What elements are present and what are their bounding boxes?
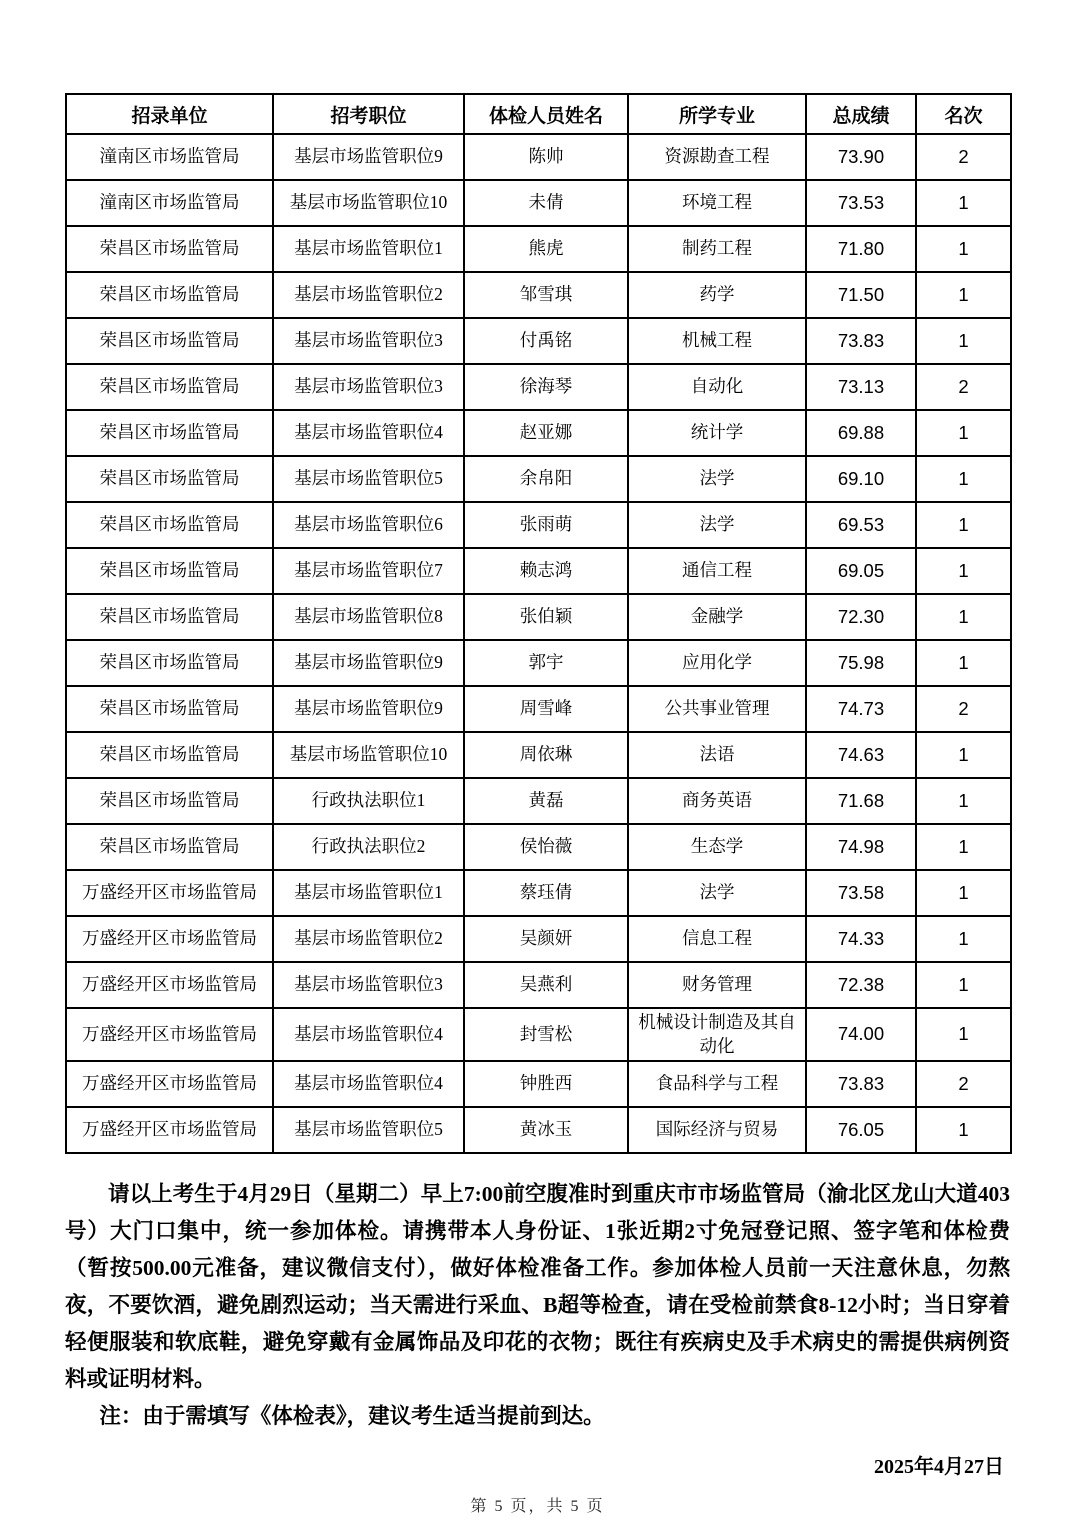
cell-position: 基层市场监管职位7 bbox=[273, 548, 464, 594]
cell-name: 吴燕利 bbox=[464, 962, 628, 1008]
cell-score: 74.63 bbox=[806, 732, 916, 778]
column-header-major: 所学专业 bbox=[628, 94, 806, 134]
cell-unit: 万盛经开区市场监管局 bbox=[66, 1107, 273, 1153]
cell-unit: 荣昌区市场监管局 bbox=[66, 824, 273, 870]
table-row bbox=[66, 824, 1011, 870]
cell-major: 信息工程 bbox=[628, 916, 806, 962]
cell-name: 邹雪琪 bbox=[464, 272, 628, 318]
cell-rank: 1 bbox=[916, 962, 1011, 1008]
cell-rank: 2 bbox=[916, 1061, 1011, 1107]
cell-rank: 1 bbox=[916, 456, 1011, 502]
cell-position: 基层市场监管职位9 bbox=[273, 640, 464, 686]
cell-score: 72.30 bbox=[806, 594, 916, 640]
cell-unit: 潼南区市场监管局 bbox=[66, 180, 273, 226]
cell-name: 周雪峰 bbox=[464, 686, 628, 732]
cell-major: 药学 bbox=[628, 272, 806, 318]
cell-position: 基层市场监管职位9 bbox=[273, 134, 464, 180]
cell-score: 74.00 bbox=[806, 1008, 916, 1061]
cell-score: 73.58 bbox=[806, 870, 916, 916]
cell-major: 法学 bbox=[628, 456, 806, 502]
cell-score: 71.50 bbox=[806, 272, 916, 318]
cell-score: 73.83 bbox=[806, 1061, 916, 1107]
cell-rank: 1 bbox=[916, 180, 1011, 226]
cell-major: 制药工程 bbox=[628, 226, 806, 272]
cell-rank: 1 bbox=[916, 594, 1011, 640]
cell-name: 徐海琴 bbox=[464, 364, 628, 410]
cell-score: 69.88 bbox=[806, 410, 916, 456]
cell-rank: 1 bbox=[916, 226, 1011, 272]
table-row bbox=[66, 364, 1011, 410]
cell-name: 付禹铭 bbox=[464, 318, 628, 364]
cell-name: 熊虎 bbox=[464, 226, 628, 272]
cell-position: 基层市场监管职位6 bbox=[273, 502, 464, 548]
results-table-body bbox=[66, 134, 1011, 1153]
table-row bbox=[66, 410, 1011, 456]
table-row bbox=[66, 778, 1011, 824]
cell-major: 法学 bbox=[628, 502, 806, 548]
cell-rank: 1 bbox=[916, 272, 1011, 318]
table-row bbox=[66, 962, 1011, 1008]
cell-score: 69.53 bbox=[806, 502, 916, 548]
cell-name: 钟胜西 bbox=[464, 1061, 628, 1107]
notice-note: 注：由于需填写《体检表》，建议考生适当提前到达。 bbox=[99, 1404, 605, 1429]
cell-major: 金融学 bbox=[628, 594, 806, 640]
cell-score: 74.98 bbox=[806, 824, 916, 870]
cell-position: 基层市场监管职位4 bbox=[273, 1008, 464, 1061]
cell-score: 71.80 bbox=[806, 226, 916, 272]
table-row bbox=[66, 1061, 1011, 1107]
cell-unit: 荣昌区市场监管局 bbox=[66, 686, 273, 732]
cell-score: 75.98 bbox=[806, 640, 916, 686]
cell-position: 基层市场监管职位8 bbox=[273, 594, 464, 640]
cell-position: 基层市场监管职位2 bbox=[273, 916, 464, 962]
cell-position: 基层市场监管职位9 bbox=[273, 686, 464, 732]
cell-unit: 荣昌区市场监管局 bbox=[66, 318, 273, 364]
cell-unit: 荣昌区市场监管局 bbox=[66, 640, 273, 686]
cell-name: 郭宇 bbox=[464, 640, 628, 686]
cell-unit: 万盛经开区市场监管局 bbox=[66, 962, 273, 1008]
cell-major: 资源勘查工程 bbox=[628, 134, 806, 180]
cell-major: 财务管理 bbox=[628, 962, 806, 1008]
cell-major: 机械设计制造及其自动化 bbox=[628, 1008, 806, 1061]
cell-rank: 1 bbox=[916, 640, 1011, 686]
table-row bbox=[66, 640, 1011, 686]
cell-rank: 1 bbox=[916, 1008, 1011, 1061]
cell-major: 法学 bbox=[628, 870, 806, 916]
cell-major: 公共事业管理 bbox=[628, 686, 806, 732]
table-row bbox=[66, 1008, 1011, 1061]
cell-position: 基层市场监管职位1 bbox=[273, 226, 464, 272]
cell-unit: 荣昌区市场监管局 bbox=[66, 272, 273, 318]
cell-unit: 荣昌区市场监管局 bbox=[66, 456, 273, 502]
cell-rank: 1 bbox=[916, 732, 1011, 778]
cell-unit: 潼南区市场监管局 bbox=[66, 134, 273, 180]
cell-name: 侯怡薇 bbox=[464, 824, 628, 870]
cell-unit: 万盛经开区市场监管局 bbox=[66, 916, 273, 962]
cell-score: 76.05 bbox=[806, 1107, 916, 1153]
cell-major: 国际经济与贸易 bbox=[628, 1107, 806, 1153]
cell-score: 71.68 bbox=[806, 778, 916, 824]
table-row bbox=[66, 594, 1011, 640]
cell-name: 余帛阳 bbox=[464, 456, 628, 502]
table-row bbox=[66, 134, 1011, 180]
cell-rank: 2 bbox=[916, 134, 1011, 180]
table-row bbox=[66, 686, 1011, 732]
cell-rank: 1 bbox=[916, 1107, 1011, 1153]
cell-unit: 荣昌区市场监管局 bbox=[66, 594, 273, 640]
cell-position: 基层市场监管职位5 bbox=[273, 456, 464, 502]
cell-unit: 万盛经开区市场监管局 bbox=[66, 1008, 273, 1061]
cell-unit: 荣昌区市场监管局 bbox=[66, 732, 273, 778]
table-row bbox=[66, 732, 1011, 778]
cell-name: 吴颜妍 bbox=[464, 916, 628, 962]
table-row bbox=[66, 870, 1011, 916]
cell-rank: 2 bbox=[916, 686, 1011, 732]
cell-unit: 荣昌区市场监管局 bbox=[66, 548, 273, 594]
cell-position: 基层市场监管职位5 bbox=[273, 1107, 464, 1153]
cell-major: 食品科学与工程 bbox=[628, 1061, 806, 1107]
cell-unit: 万盛经开区市场监管局 bbox=[66, 870, 273, 916]
cell-major: 法语 bbox=[628, 732, 806, 778]
cell-name: 蔡珏倩 bbox=[464, 870, 628, 916]
cell-rank: 1 bbox=[916, 410, 1011, 456]
table-row bbox=[66, 548, 1011, 594]
cell-score: 73.13 bbox=[806, 364, 916, 410]
cell-rank: 1 bbox=[916, 916, 1011, 962]
cell-position: 基层市场监管职位3 bbox=[273, 962, 464, 1008]
cell-rank: 2 bbox=[916, 364, 1011, 410]
cell-name: 封雪松 bbox=[464, 1008, 628, 1061]
cell-major: 统计学 bbox=[628, 410, 806, 456]
cell-name: 黄冰玉 bbox=[464, 1107, 628, 1153]
cell-unit: 荣昌区市场监管局 bbox=[66, 226, 273, 272]
cell-name: 周依琳 bbox=[464, 732, 628, 778]
document-date: 2025年4月27日 bbox=[874, 1456, 1004, 1479]
cell-major: 通信工程 bbox=[628, 548, 806, 594]
cell-rank: 1 bbox=[916, 778, 1011, 824]
cell-position: 行政执法职位2 bbox=[273, 824, 464, 870]
cell-major: 商务英语 bbox=[628, 778, 806, 824]
cell-major: 生态学 bbox=[628, 824, 806, 870]
cell-name: 黄磊 bbox=[464, 778, 628, 824]
cell-score: 72.38 bbox=[806, 962, 916, 1008]
cell-score: 69.05 bbox=[806, 548, 916, 594]
page-number: 第 5 页，共 5 页 bbox=[470, 1498, 605, 1516]
cell-position: 行政执法职位1 bbox=[273, 778, 464, 824]
table-header bbox=[66, 94, 1011, 134]
cell-score: 74.33 bbox=[806, 916, 916, 962]
table-row bbox=[66, 318, 1011, 364]
cell-unit: 荣昌区市场监管局 bbox=[66, 364, 273, 410]
cell-unit: 万盛经开区市场监管局 bbox=[66, 1061, 273, 1107]
cell-major: 环境工程 bbox=[628, 180, 806, 226]
notice-paragraph: 请以上考生于4月29日（星期二）早上7:00前空腹准时到重庆市市场监管局（渝北区龙山大道403号）大门口集中，统一参加体检。请携带本人身份证、1张近期2寸免冠登记照、签字笔和体检费（暂按500.00元准备，建议微信支付），做好体检准备工作。参加体检人员前一天注意休息，勿熬夜，不要饮酒，避免剧烈运动；当天需进行采血、B超等检查，请在受检前禁食8-12小时；当日穿着轻便服装和软底鞋，避免穿戴有金属饰品及印花的衣物；既往有疾病史及手术病史的需提供病例资料或证明材料。 bbox=[65, 1182, 1010, 1392]
cell-position: 基层市场监管职位10 bbox=[273, 180, 464, 226]
cell-name: 张伯颖 bbox=[464, 594, 628, 640]
notice-section bbox=[65, 1176, 1010, 1435]
cell-rank: 1 bbox=[916, 318, 1011, 364]
cell-position: 基层市场监管职位4 bbox=[273, 410, 464, 456]
cell-name: 赵亚娜 bbox=[464, 410, 628, 456]
cell-score: 73.53 bbox=[806, 180, 916, 226]
cell-major: 自动化 bbox=[628, 364, 806, 410]
cell-major: 应用化学 bbox=[628, 640, 806, 686]
column-header-rank: 名次 bbox=[916, 94, 1011, 134]
cell-score: 73.90 bbox=[806, 134, 916, 180]
cell-name: 未倩 bbox=[464, 180, 628, 226]
cell-name: 张雨萌 bbox=[464, 502, 628, 548]
cell-major: 机械工程 bbox=[628, 318, 806, 364]
cell-position: 基层市场监管职位1 bbox=[273, 870, 464, 916]
medical-exam-results-table bbox=[65, 93, 1012, 1154]
table-row bbox=[66, 502, 1011, 548]
cell-rank: 1 bbox=[916, 548, 1011, 594]
cell-score: 69.10 bbox=[806, 456, 916, 502]
cell-rank: 1 bbox=[916, 502, 1011, 548]
cell-position: 基层市场监管职位10 bbox=[273, 732, 464, 778]
cell-unit: 荣昌区市场监管局 bbox=[66, 778, 273, 824]
cell-rank: 1 bbox=[916, 824, 1011, 870]
table-row bbox=[66, 226, 1011, 272]
cell-position: 基层市场监管职位2 bbox=[273, 272, 464, 318]
cell-score: 73.83 bbox=[806, 318, 916, 364]
table-header-row bbox=[66, 94, 1011, 134]
column-header-unit: 招录单位 bbox=[66, 94, 273, 134]
cell-name: 赖志鸿 bbox=[464, 548, 628, 594]
cell-position: 基层市场监管职位3 bbox=[273, 364, 464, 410]
table-row bbox=[66, 456, 1011, 502]
table-row bbox=[66, 180, 1011, 226]
cell-unit: 荣昌区市场监管局 bbox=[66, 410, 273, 456]
table-row bbox=[66, 916, 1011, 962]
cell-position: 基层市场监管职位3 bbox=[273, 318, 464, 364]
table-row bbox=[66, 1107, 1011, 1153]
table-row bbox=[66, 272, 1011, 318]
cell-unit: 荣昌区市场监管局 bbox=[66, 502, 273, 548]
cell-rank: 1 bbox=[916, 870, 1011, 916]
column-header-score: 总成绩 bbox=[806, 94, 916, 134]
column-header-position: 招考职位 bbox=[273, 94, 464, 134]
cell-score: 74.73 bbox=[806, 686, 916, 732]
column-header-name: 体检人员姓名 bbox=[464, 94, 628, 134]
cell-name: 陈帅 bbox=[464, 134, 628, 180]
cell-position: 基层市场监管职位4 bbox=[273, 1061, 464, 1107]
